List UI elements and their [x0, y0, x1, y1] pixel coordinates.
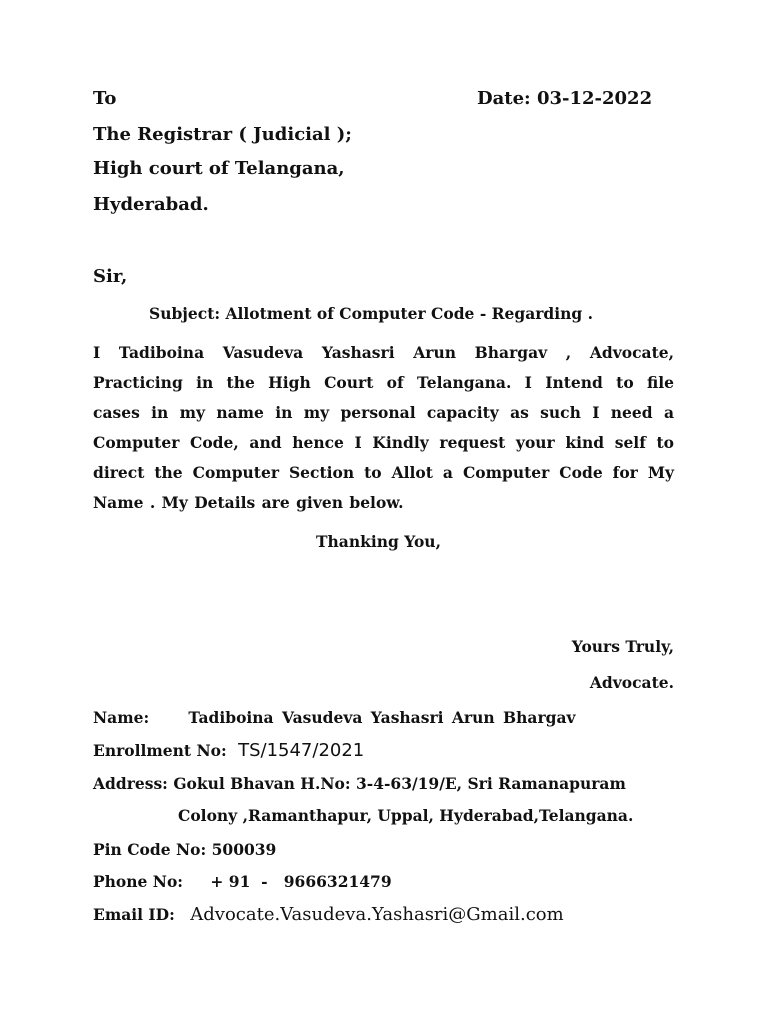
letter-date: Date: 03-12-2022 [477, 88, 653, 109]
pincode-row [93, 840, 276, 859]
enrollment-label: Enrollment No: [93, 741, 227, 760]
thanking-line: Thanking You, [316, 532, 441, 551]
body-line: Computer Code, and hence I Kindly request your kind self to [93, 433, 674, 452]
yours-truly: Yours Truly, [571, 637, 674, 656]
body-line: Name . My Details are given below. [93, 493, 404, 512]
salutation: Sir, [93, 266, 128, 287]
recipient-city: Hyderabad. [93, 194, 209, 215]
pincode-label: Pin Code No: [93, 840, 207, 859]
address-line1: Gokul Bhavan H.No: 3-4-63/19/E, Sri Ramanapuram [173, 774, 626, 793]
address-row [93, 774, 626, 793]
to-label: To [93, 88, 117, 109]
pincode-value: 500039 [211, 840, 277, 859]
subject-line: Subject: Allotment of Computer Code - Regarding . [149, 304, 594, 323]
phone-value: + 91 - 9666321479 [210, 872, 392, 891]
email-label: Email ID: [93, 905, 175, 924]
name-label: Name: [93, 708, 150, 727]
email-row [93, 904, 564, 925]
body-paragraph [93, 338, 674, 518]
phone-row [93, 872, 392, 891]
designation: Advocate. [589, 673, 674, 692]
body-line: cases in my name in my personal capacity as such I need a [93, 403, 674, 422]
address-label: Address: [93, 774, 168, 793]
body-line: direct the Computer Section to Allot a Computer Code for My [93, 463, 674, 482]
phone-label: Phone No: [93, 872, 184, 891]
body-line: I Tadiboina Vasudeva Yashasri Arun Bhargav , Advocate, [93, 343, 674, 362]
recipient-court: High court of Telangana, [93, 158, 345, 179]
address-line2: Colony ,Ramanthapur, Uppal, Hyderabad,Telangana. [178, 806, 634, 825]
name-row [93, 708, 576, 727]
name-value: Tadiboina Vasudeva Yashasri Arun Bhargav [188, 708, 576, 727]
enrollment-row [93, 740, 364, 761]
enrollment-value: TS/1547/2021 [238, 740, 365, 761]
recipient-title: The Registrar ( Judicial ); [93, 124, 352, 145]
email-value: Advocate.Vasudeva.Yashasri@Gmail.com [190, 904, 564, 925]
body-line: Practicing in the High Court of Telangana. I Intend to file [93, 373, 674, 392]
